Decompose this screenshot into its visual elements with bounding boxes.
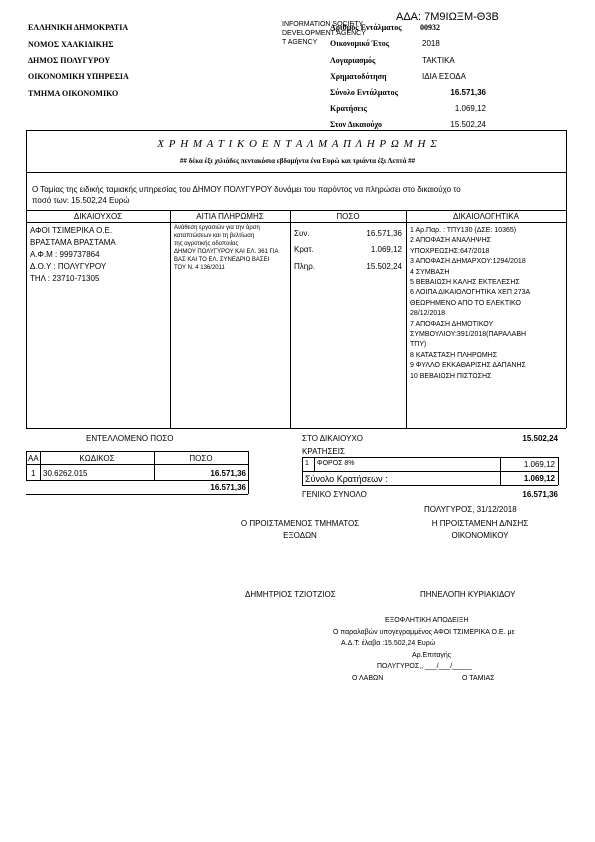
summary-payee-label: ΣΤΟ ΔΙΚΑΙΟΥΧΟ — [302, 434, 364, 443]
signature-right-title-2: ΟΙΚΟΝΟΜΙΚΟΥ — [451, 531, 509, 540]
ded-row-value: 1.069,12 — [523, 460, 555, 469]
receipt-line-3: Αρ.Επιταγής — [412, 652, 452, 659]
ordered-row-rule — [26, 480, 248, 481]
ada-code: ΑΔΑ: 7Μ9ΙΩΞΜ-Θ3Β — [396, 11, 499, 23]
ordered-header-rule — [26, 464, 248, 465]
payee-value: 15.502,24 — [450, 120, 486, 129]
document-item: ΣΥΜΒΟΥΛΙΟΥ:391/2018(ΠΑΡΑΛΑΒΗ — [410, 331, 527, 338]
title-top-rule — [26, 130, 566, 131]
net-value: 15.502,24 — [366, 262, 402, 271]
funding-label: Χρηματοδότηση — [330, 72, 387, 81]
number-value: 00932 — [420, 23, 440, 32]
deductions-label: Κρατήσεις — [330, 104, 367, 113]
beneficiary-name: ΑΦΟΙ ΤΣΙΜΕΡΙΚΑ Ο.Ε. — [30, 226, 113, 235]
summary-payee-value: 15.502,24 — [522, 434, 558, 443]
table-top-rule — [26, 210, 566, 211]
receipt-line-1: Ο παραλαβών υπογεγραμμένος ΑΦΟΙ ΤΣΙΜΕΡΙΚΑ Ο.Ε. με — [333, 629, 515, 636]
instruction-line-2: ποσό των: 15.502,24 Ευρώ — [32, 196, 130, 205]
document-item: 8 ΚΑΤΑΣΤΑΣΗ ΠΛΗΡΩΜΗΣ — [410, 351, 498, 359]
receipt-title: ΕΞΟΦΛΗΤΙΚΗ ΑΠΟΔΕΙΞΗ — [385, 617, 469, 624]
cause-line: ΤΟΥ Ν. 4 136/2011 — [174, 265, 225, 271]
issuer-line-4: ΟΙΚΟΝΟΜΙΚΗ ΥΠΗΡΕΣΙΑ — [28, 72, 129, 81]
ded-row-aa: 1 — [305, 460, 309, 467]
issuer-line-1: ΕΛΛΗΝΙΚΗ ΔΗΜΟΚΡΑΤΙΑ — [28, 23, 129, 32]
grand-total-value: 16.571,36 — [522, 490, 558, 499]
col-rule-3 — [406, 210, 407, 428]
ordered-row-amount: 16.571,36 — [210, 469, 246, 478]
gross-value: 16.571,36 — [366, 229, 402, 238]
issuer-line-3: ΔΗΜΟΣ ΠΟΛΥΓΥΡΟΥ — [28, 56, 111, 65]
deduct-label: Κρατ. — [294, 245, 314, 254]
signature-right-name: ΠΗΝΕΛΟΠΗ ΚΥΡΙΑΚΙΔΟΥ — [420, 590, 516, 599]
ordered-top-rule — [26, 451, 248, 452]
ordered-col-aa: ΑΑ — [28, 454, 39, 463]
ded-row-rule — [302, 471, 558, 472]
ded-col-3 — [558, 457, 559, 485]
ordered-title: ΕΝΤΕΛΛΟΜΕΝΟ ΠΟΣΟ — [86, 434, 174, 443]
document-item: 28/12/2018 — [410, 310, 446, 318]
ded-col-0 — [302, 457, 303, 485]
year-label: Οικονομικό Έτος — [330, 39, 390, 48]
payee-label: Στον Δικαιούχο — [330, 120, 382, 129]
document-item: 4 ΣΥΜΒΑΣΗ — [410, 268, 450, 276]
cause-line: Ανάθεση εργασιών για την άρση — [174, 225, 260, 231]
account-value: ΤΑΚΤΙΚΑ — [422, 56, 455, 65]
document-item: 3 ΑΠΟΦΑΣΗ ΔΗΜΑΡΧΟΥ:1294/2018 — [410, 258, 526, 266]
grand-total-label: ΓΕΝΙΚΟ ΣΥΝΟΛΟ — [302, 490, 367, 499]
col-header-documents: ΔΙΚΑΙΟΛΟΓΗΤΙΚΑ — [453, 212, 519, 221]
document-item: ΥΠΟΧΡΕΩΣΗΣ:647/2018 — [410, 247, 490, 255]
cause-line: της αγροτικής οδοποιίας — [174, 241, 239, 247]
ordered-row-aa: 1 — [31, 469, 36, 478]
ded-col-1 — [314, 457, 315, 471]
signature-right-title-1: Η ΠΡΟΙΣΤΑΜΕΝΗ Δ/ΝΣΗΣ — [431, 519, 529, 528]
instruction-line-1: Ο Ταμίας της ειδικής ταμιακής υπηρεσίας του ΔΗΜΟΥ ΠΟΛΥΓΥΡΟΥ δυνάμει του παρόντος να πληρώσει στο δικαιούχο το — [32, 185, 461, 194]
beneficiary-doy: Δ.Ο.Υ : ΠΟΛΥΓΥΡΟΥ — [30, 262, 107, 271]
col-rule-4 — [566, 210, 567, 428]
deductions-title: ΚΡΑΤΗΣΕΙΣ — [302, 447, 345, 456]
signature-left-title-2: ΕΞΟΔΩΝ — [283, 531, 317, 540]
deductions-value: 1.069,12 — [454, 104, 486, 113]
document-item: 9 ΦΥΛΛΟ ΕΚΚΑΘΑΡΙΣΗΣ ΔΑΠΑΝΗΣ — [410, 362, 526, 370]
beneficiary-branch: ΒΡΑΣΤΑΜΑ ΒΡΑΣΤΑΜΑ — [30, 238, 116, 247]
ordered-col-amount: ΠΟΣΟ — [189, 454, 213, 463]
ordered-row-code: 30.6262.015 — [43, 469, 88, 478]
ded-top-rule — [302, 457, 558, 458]
table-header-rule — [26, 222, 566, 223]
receipt-line-4: ΠΟΛΥΓΥΡΟΣ,, ___/___/_____ — [377, 663, 472, 670]
ded-row-name: ΦΟΡΟΣ 8% — [317, 460, 355, 467]
year-value: 2018 — [422, 39, 440, 48]
beneficiary-afm: Α.Φ.Μ : 999737864 — [30, 250, 100, 259]
ded-total-label: Σύνολο Κρατήσεων : — [305, 474, 388, 484]
document-item: 1 Αρ.Παρ. : ΤΠΥ130 (ΔΣΕ: 10365) — [410, 227, 517, 234]
col-rule-2 — [290, 210, 291, 428]
total-value: 16.571,36 — [450, 88, 486, 97]
ordered-col-code: ΚΩΔΙΚΟΣ — [79, 454, 115, 463]
net-label: Πληρ. — [294, 262, 315, 271]
receipt-cashier: Ο ΤΑΜΙΑΣ — [462, 675, 495, 682]
signature-left-name: ΔΗΜΗΤΡΙΟΣ ΤΖΙΟΤΖΙΟΣ — [245, 590, 336, 599]
col-rule-0 — [26, 210, 27, 428]
cause-line: ΔΗΜΟΥ ΠΟΛΥΓΥΡΟΥ ΚΑΙ ΕΛ. 361 ΓΙΑ — [174, 249, 279, 255]
col-rule-1 — [170, 210, 171, 428]
table-bottom-rule — [26, 428, 566, 429]
cause-line: καταπτώσεων και τη βελτίωση — [174, 233, 255, 239]
document-title: Χ Ρ Η Μ Α Τ Ι Κ Ο Ε Ν Τ Α Λ Μ Α Π Λ Η Ρ Ω Μ Η Σ — [157, 138, 438, 150]
issuer-line-5: ΤΜΗΜΑ ΟΙΚΟΝΟΜΙΚΟ — [28, 89, 119, 98]
number-label: Αριθμός Εντάλματος — [330, 23, 402, 32]
document-item: ΤΠΥ) — [410, 341, 427, 349]
ordered-bottom-rule — [26, 494, 248, 495]
ded-bottom-rule — [302, 485, 558, 486]
issuer-line-2: ΝΟΜΟΣ ΧΑΛΚΙΔΙΚΗΣ — [28, 40, 114, 49]
total-label: Σύνολο Εντάλματος — [330, 88, 398, 97]
ordered-col-0 — [26, 451, 27, 480]
funding-value: ΙΔΙΑ ΕΣΟΔΑ — [422, 72, 466, 81]
receipt-received-by: Ο ΛΑΒΩΝ — [352, 675, 384, 682]
col-header-beneficiary: ΔΙΚΑΙΟΥΧΟΣ — [73, 212, 123, 221]
place-date: ΠΟΛΥΓΥΡΟΣ, 31/12/2018 — [424, 505, 517, 514]
stamp-line-3: T AGENCY — [282, 39, 318, 46]
stamp-line-2: DEVELOPMENT AGENCY — [282, 30, 366, 37]
title-mid-rule — [26, 172, 566, 173]
document-item: 7 ΑΠΟΦΑΣΗ ΔΗΜΟΤΙΚΟΥ — [410, 320, 494, 328]
signature-left-title-1: Ο ΠΡΟΙΣΤΑΜΕΝΟΣ ΤΜΗΜΑΤΟΣ — [240, 519, 360, 528]
ded-total-value: 1.069,12 — [523, 474, 555, 483]
document-item: 5 ΒΕΒΑΙΩΣΗ ΚΑΛΗΣ ΕΚΤΕΛΕΣΗΣ — [410, 279, 520, 286]
account-label: Λογαριασμός — [330, 56, 376, 65]
gross-label: Συν. — [294, 229, 310, 238]
ordered-col-3 — [248, 451, 249, 494]
deduct-value: 1.069,12 — [370, 245, 402, 254]
document-item: 6 ΛΟΙΠΑ ΔΙΚΑΙΟΛΟΓΗΤΙΚΑ ΧΕΠ 273Α — [410, 289, 531, 297]
amount-in-words: ## δέκα έξι χιλιάδες πεντακόσια εβδομήντα ένα Ευρώ και τριάντα έξι Λεπτά ## — [179, 157, 416, 165]
beneficiary-phone: ΤΗΛ : 23710-71305 — [30, 274, 100, 283]
document-item: 2 ΑΠΟΦΑΣΗ ΑΝΑΛΗΨΗΣ — [410, 237, 491, 245]
receipt-line-2: Α.Δ.Τ: έλαβα :15.502,24 Ευρώ — [341, 640, 436, 647]
document-item: ΘΕΩΡΗΜΕΝΟ ΑΠΟ ΤΟ ΕΛΕΚΤΙΚΟ — [410, 299, 521, 307]
col-header-amount: ΠΟΣΟ — [336, 212, 360, 221]
cause-line: ΒΑΣ ΚΑΙ ΤΟ ΕΛ. ΣΥΝΕΔΡΙΟ ΒΑΣΕΙ — [174, 257, 270, 263]
col-header-cause: ΑΙΤΙΑ ΠΛΗΡΩΜΗΣ — [196, 212, 264, 221]
stamp-line-1: INFORMATION SOCIETY — [282, 21, 364, 28]
document-item: 10 ΒΕΒΑΙΩΣΗ ΠΙΣΤΩΣΗΣ — [410, 372, 492, 380]
ordered-total: 16.571,36 — [210, 483, 246, 492]
